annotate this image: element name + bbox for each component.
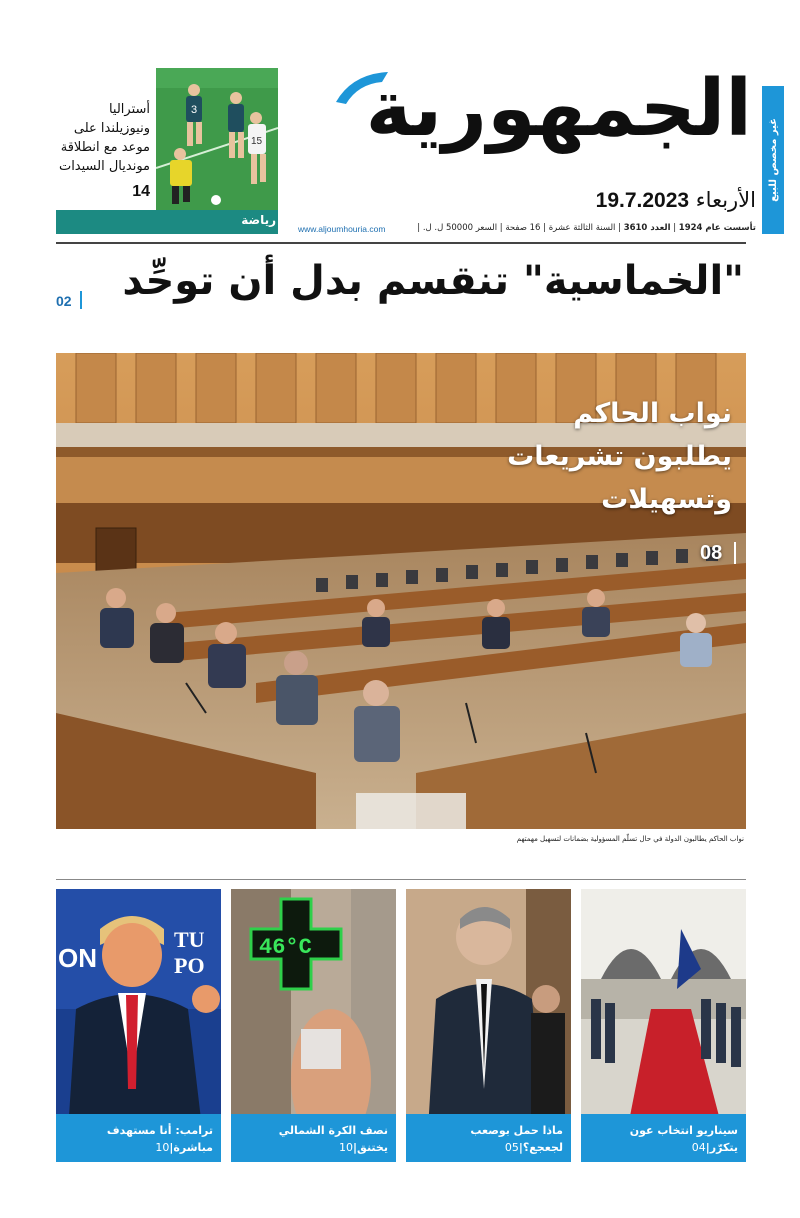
sport-photo-illustration — [156, 68, 278, 210]
backdrop-text-right-1: TU — [174, 927, 205, 952]
teaser-page: 04 — [691, 1141, 706, 1154]
teaser-title: ماذا حمل بوصعب لجعجع؟ — [470, 1124, 563, 1154]
issue-day: الأربعاء — [695, 188, 756, 212]
teaser-title: سيناريو انتخاب عون يتكرّر — [629, 1124, 738, 1154]
issue-year: السنة الثالثة عشرة — [548, 223, 616, 233]
thermometer-reading: 46°C — [259, 935, 312, 960]
teaser-caption: ترامب: أنا مستهدف مباشرة|10 — [106, 1124, 213, 1154]
teaser-page: 05 — [504, 1141, 519, 1154]
teaser-caption: ماذا حمل بوصعب لجعجع؟|05 — [470, 1124, 563, 1154]
teaser-card-aoun[interactable] — [581, 889, 746, 1162]
website-link[interactable]: www.aljoumhouria.com — [298, 224, 386, 234]
issue-pages: 16 صفحة — [505, 223, 541, 233]
photo-caption: نواب الحاكم يطالبون الدولة في حال تسلّم المسؤولية بضمانات لتسهيل مهمتهم — [516, 835, 744, 843]
teaser-page: 10 — [339, 1141, 353, 1154]
masthead-title: الجمهورية — [365, 64, 752, 154]
photo-story-page: 08 — [700, 542, 723, 564]
teaser-page: 10 — [155, 1141, 170, 1154]
backdrop-text-right-2: PO — [174, 953, 205, 978]
sport-section-label: رياضة — [241, 213, 276, 227]
sport-photo[interactable] — [156, 68, 278, 210]
teaser-title: ترامب: أنا مستهدف مباشرة — [106, 1124, 213, 1154]
issue-info: تأسست عام 1924 | العدد 3610 | السنة الثالثة عشرة | 16 صفحة | السعر 50000 ل. ل. | — [417, 223, 756, 233]
date-line — [596, 188, 756, 213]
issue-date: 19.7.2023 — [595, 189, 690, 212]
teasers-divider — [56, 879, 746, 880]
teaser-card-bousaab[interactable] — [406, 889, 571, 1162]
main-headline-separator — [80, 291, 82, 309]
not-for-sale-label: غير مخصص للبيع — [767, 118, 779, 202]
photo-story-headline[interactable]: نواب الحاكم يطلبون تشريعات وتسهيلات — [507, 398, 732, 515]
photo-story-page-separator — [734, 542, 736, 564]
main-headline[interactable]: "الخماسية" تنقسم بدل أن توحِّد — [122, 258, 744, 304]
masthead[interactable] — [318, 60, 752, 178]
teaser-card-trump[interactable] — [56, 889, 221, 1162]
main-headline-page: 02 — [56, 293, 72, 309]
issue-number: العدد 3610 — [623, 223, 671, 233]
sport-teaser-text[interactable]: أستراليا ونيوزيلندا على موعد مع انطلاقة مونديال السيدات — [58, 102, 150, 174]
issue-founded: تأسست عام 1924 — [678, 223, 756, 233]
backdrop-text-left: ON — [58, 943, 97, 973]
header-divider — [56, 242, 746, 244]
issue-price: السعر 50000 ل. ل. — [422, 223, 498, 233]
not-for-sale-strip — [762, 86, 784, 234]
sport-teaser-page: 14 — [132, 183, 150, 200]
jersey-number-b: 15 — [251, 136, 263, 147]
jersey-number-a: 3 — [191, 104, 198, 116]
teaser-title: نصف الكرة الشمالي يختنق — [278, 1124, 388, 1154]
teaser-card-heatwave[interactable] — [231, 889, 396, 1162]
teaser-caption: نصف الكرة الشمالي يختنق|10 — [278, 1124, 388, 1154]
teaser-caption: سيناريو انتخاب عون يتكرّر|04 — [629, 1124, 738, 1154]
